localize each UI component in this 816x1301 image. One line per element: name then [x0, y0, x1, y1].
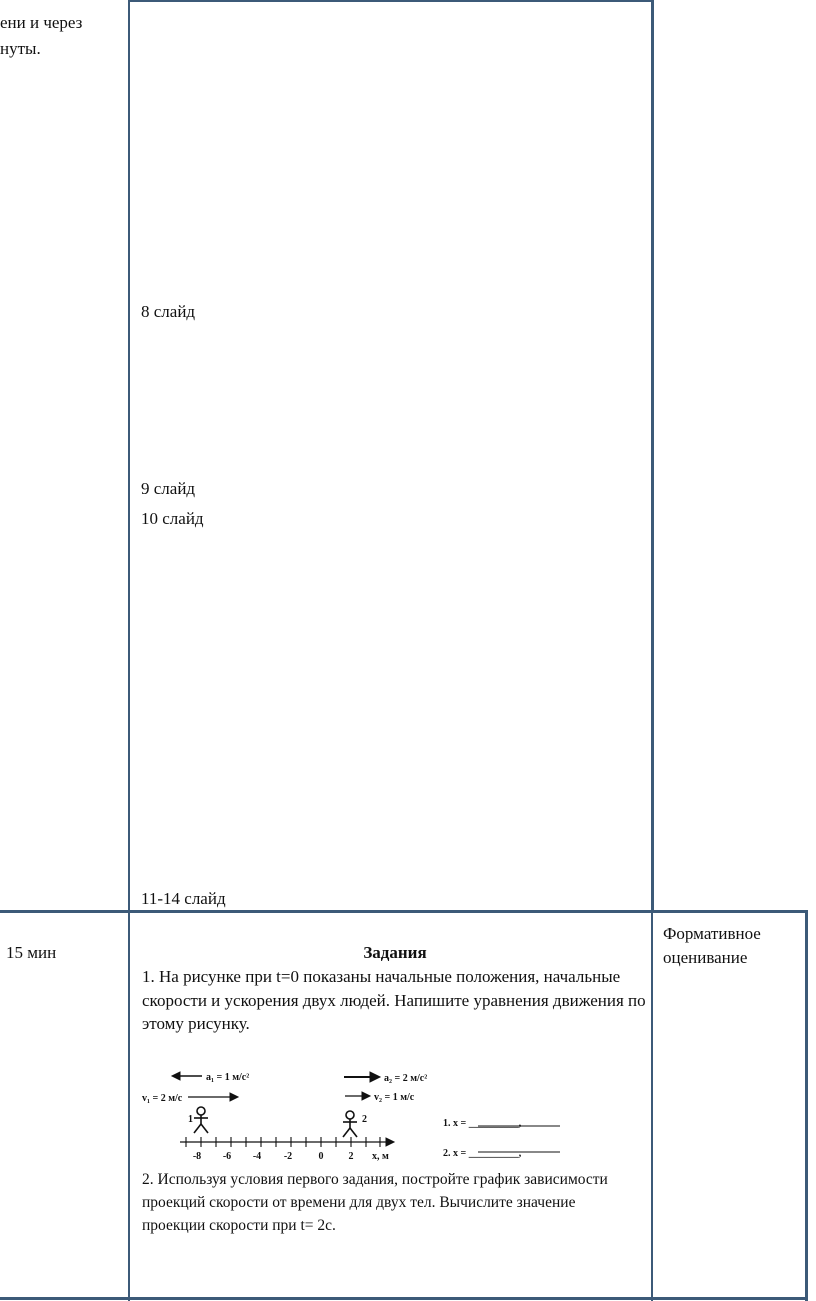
table-right-border	[805, 910, 808, 1301]
table-bottom-border	[0, 1297, 808, 1300]
left-text-fragment-2: нуты.	[0, 39, 41, 58]
answer-1-line: 1. x = __________,	[443, 1118, 522, 1129]
person-2-icon	[343, 1111, 357, 1137]
tick-label-minus-2: -2	[283, 1151, 293, 1162]
slide-11-14-label: 11-14 слайд	[141, 889, 226, 908]
col-divider-1	[128, 0, 130, 1301]
slide-10-label: 10 слайд	[141, 509, 204, 528]
tasks-heading: Задания	[363, 943, 427, 962]
person-2-label: 2	[362, 1114, 367, 1125]
col-divider-2-row1	[651, 0, 654, 912]
task-1-text: 1. На рисунке при t=0 показаны начальные положения, начальные скорости и ускорения двух людей. Напишите уравнения движения по этому рисунку.	[142, 967, 646, 1033]
table-top-border	[128, 0, 654, 2]
left-text-fragment-1: ени и через	[0, 13, 83, 32]
v1-label: v₁ = 2 м/с	[142, 1093, 183, 1104]
assessment-line-1: Формативное	[663, 924, 761, 943]
slide-9-label: 9 слайд	[141, 479, 196, 498]
task-2-text: 2. Используя условия первого задания, постройте график зависимости проекций скорости от времени для двух тел. Вычислите значение проекции скорости при t= 2с.	[142, 1171, 608, 1234]
v2-label: v₂ = 1 м/с	[374, 1092, 415, 1103]
a1-label: a₁ = 1 м/с²	[206, 1072, 250, 1083]
time-cell: 15 мин	[6, 943, 57, 962]
row-divider	[0, 910, 808, 913]
a2-label: a₂ = 2 м/с²	[384, 1073, 428, 1084]
col-divider-2-row2	[651, 912, 653, 1301]
tick-label-2: 2	[348, 1151, 354, 1162]
tick-label-minus-6: -6	[222, 1151, 232, 1162]
person-1-icon	[194, 1107, 208, 1133]
axis-label: x, м	[372, 1151, 389, 1162]
assessment-line-2: оценивание	[663, 948, 748, 967]
motion-figure	[140, 1062, 600, 1170]
person-1-label: 1	[188, 1114, 193, 1125]
tick-label-0: 0	[318, 1151, 324, 1162]
tick-label-minus-4: -4	[252, 1151, 262, 1162]
tick-label-minus-8: -8	[192, 1151, 202, 1162]
answer-2-line: 2. x = __________,	[443, 1148, 522, 1159]
slide-8-label: 8 слайд	[141, 302, 196, 321]
